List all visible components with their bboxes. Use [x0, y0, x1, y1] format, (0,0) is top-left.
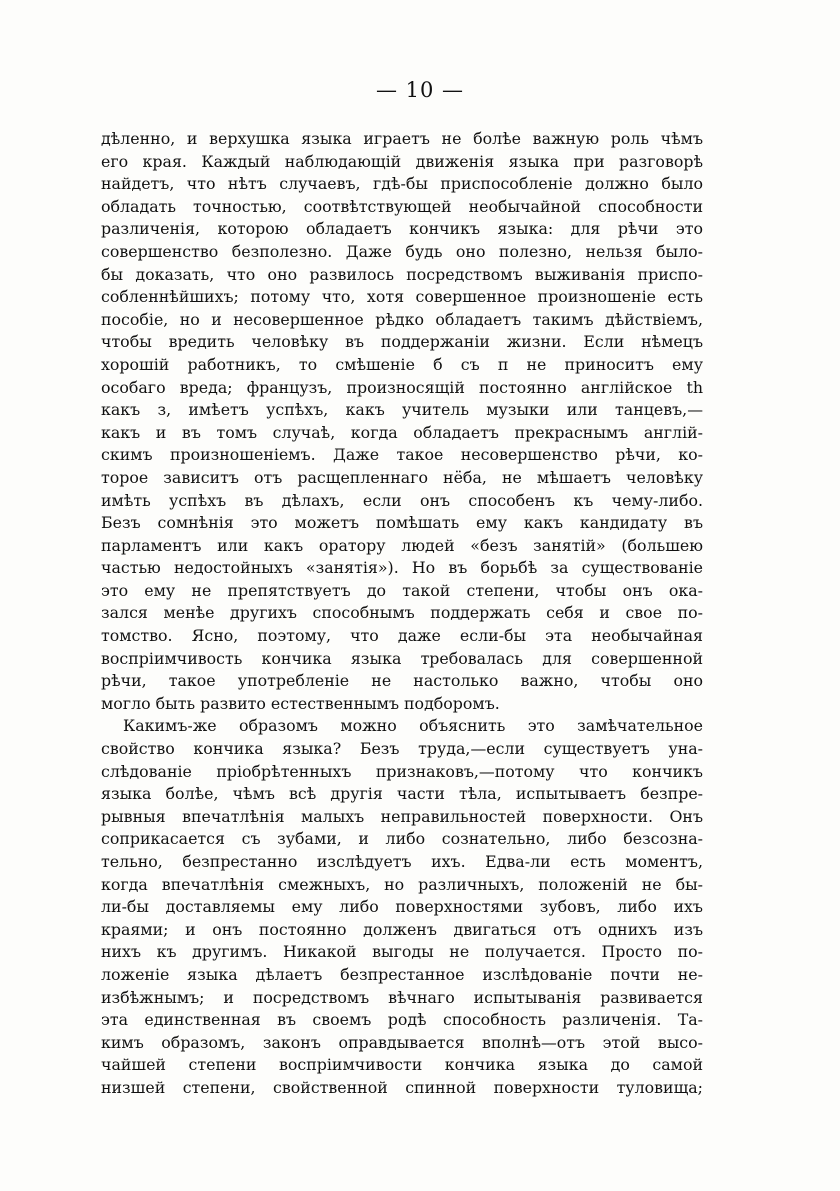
text-line: кимъ образомъ, законъ оправдывается вполнѣ—отъ этой высо-	[101, 1032, 703, 1052]
text-line: краями; и онъ постоянно долженъ двигаться отъ однихъ изъ	[101, 919, 703, 939]
text-line: могло быть развито естественнымъ подборомъ.	[101, 693, 500, 713]
text-line: когда впечатлѣнія смежныхъ, но различныхъ, положеній не бы-	[101, 874, 703, 894]
body-text	[101, 128, 703, 1100]
text-line: различенія, которою обладаетъ кончикъ языка: для рѣчи это	[101, 219, 703, 239]
text-line: его края. Каждый наблюдающій движенія языка при разговорѣ	[101, 151, 703, 171]
text-line: торое зависитъ отъ расщепленнаго нёба, не мѣшаетъ человѣку	[101, 467, 703, 487]
text-line: имѣть успѣхъ въ дѣлахъ, если онъ способенъ къ чему-либо.	[101, 490, 703, 510]
text-line: воспріимчивость кончика языка требовалась для совершенной	[101, 648, 703, 668]
text-line: рывныя впечатлѣнія малыхъ неправильностей поверхности. Онъ	[101, 806, 703, 826]
text-line: рѣчи, такое употребленіе не настолько важно, чтобы оно	[101, 671, 703, 691]
text-line: избѣжнымъ; и посредствомъ вѣчнаго испытыванія развивается	[101, 987, 703, 1007]
text-line: тельно, безпрестанно изслѣдуетъ ихъ. Едва-ли есть моментъ,	[101, 852, 703, 871]
paragraph-1	[101, 128, 703, 715]
text-line: чайшей степени воспріимчивости кончика языка до самой	[101, 1055, 703, 1075]
text-line: томство. Ясно, поэтому, что даже если-бы эта необычайная	[101, 626, 703, 646]
text-line: частью недостойныхъ «занятія»). Но въ борьбѣ за существованіе	[101, 558, 703, 578]
text-line: чтобы вредить человѣку въ поддержаніи жизни. Если нѣмецъ	[101, 332, 703, 352]
text-line: Безъ сомнѣнія это можетъ помѣшать ему какъ кандидату въ	[101, 513, 703, 533]
text-line: языка болѣе, чѣмъ всѣ другія части тѣла, испытываетъ безпре-	[101, 784, 703, 804]
paragraph-2	[101, 715, 703, 1099]
text-line: слѣдованіе пріобрѣтенныхъ признаковъ,—потому что кончикъ	[101, 761, 703, 781]
text-line: это ему не препятствуетъ до такой степени, чтобы онъ ока-	[101, 580, 703, 600]
text-line: ли-бы доставляемы ему либо поверхностями зубовъ, либо ихъ	[101, 897, 703, 917]
text-line: какъ и въ томъ случаѣ, когда обладаетъ прекраснымъ англій-	[101, 422, 703, 442]
text-line: бы доказать, что оно развилось посредствомъ выживанія приспо-	[101, 264, 703, 284]
text-line: соприкасается съ зубами, и либо сознательно, либо безсозна-	[101, 829, 703, 849]
text-line: парламентъ или какъ оратору людей «безъ занятій» (большею	[101, 535, 703, 555]
text-line: обладать точностью, соотвѣтствующей необычайной способности	[101, 196, 703, 216]
text-line: собленнѣйшихъ; потому что, хотя совершенное произношеніе есть	[101, 287, 703, 307]
text-line: пособіе, но и несовершенное рѣдко обладаетъ такимъ дѣйствіемъ,	[101, 309, 703, 329]
text-line: хорошій работникъ, то смѣшеніе б съ п не приноситъ ему	[101, 354, 703, 374]
text-line: дѣленно, и верхушка языка играетъ не болѣе важную роль чѣмъ	[101, 129, 703, 148]
text-line: эта единственная въ своемъ родѣ способность различенія. Та-	[101, 1010, 703, 1030]
text-line: Какимъ-же образомъ можно объяснить это замѣчательное	[123, 716, 703, 736]
text-line: низшей степени, свойственной спинной поверхности туловища;	[101, 1077, 703, 1097]
text-line: совершенство безполезно. Даже будь оно полезно, нельзя было-	[101, 241, 703, 261]
text-line: найдетъ, что нѣтъ случаевъ, гдѣ-бы приспособленіе должно было	[101, 174, 703, 194]
text-line: ложеніе языка дѣлаетъ безпрестанное изслѣдованіе почти не-	[101, 964, 703, 984]
text-line: зался менѣе другихъ способнымъ поддержать себя и свое по-	[101, 603, 703, 623]
page-number: — 10 —	[375, 78, 465, 102]
text-line: свойство кончика языка? Безъ труда,—если существуетъ уна-	[101, 739, 703, 759]
text-line: скимъ произношеніемъ. Даже такое несовершенство рѣчи, ко-	[101, 445, 703, 465]
text-line: особаго вреда; французъ, произносящій постоянно англійское th	[101, 377, 703, 397]
text-line: какъ з, имѣетъ успѣхъ, какъ учитель музыки или танцевъ,—	[101, 400, 703, 420]
text-line: нихъ къ другимъ. Никакой выгоды не получается. Просто по-	[101, 942, 703, 962]
